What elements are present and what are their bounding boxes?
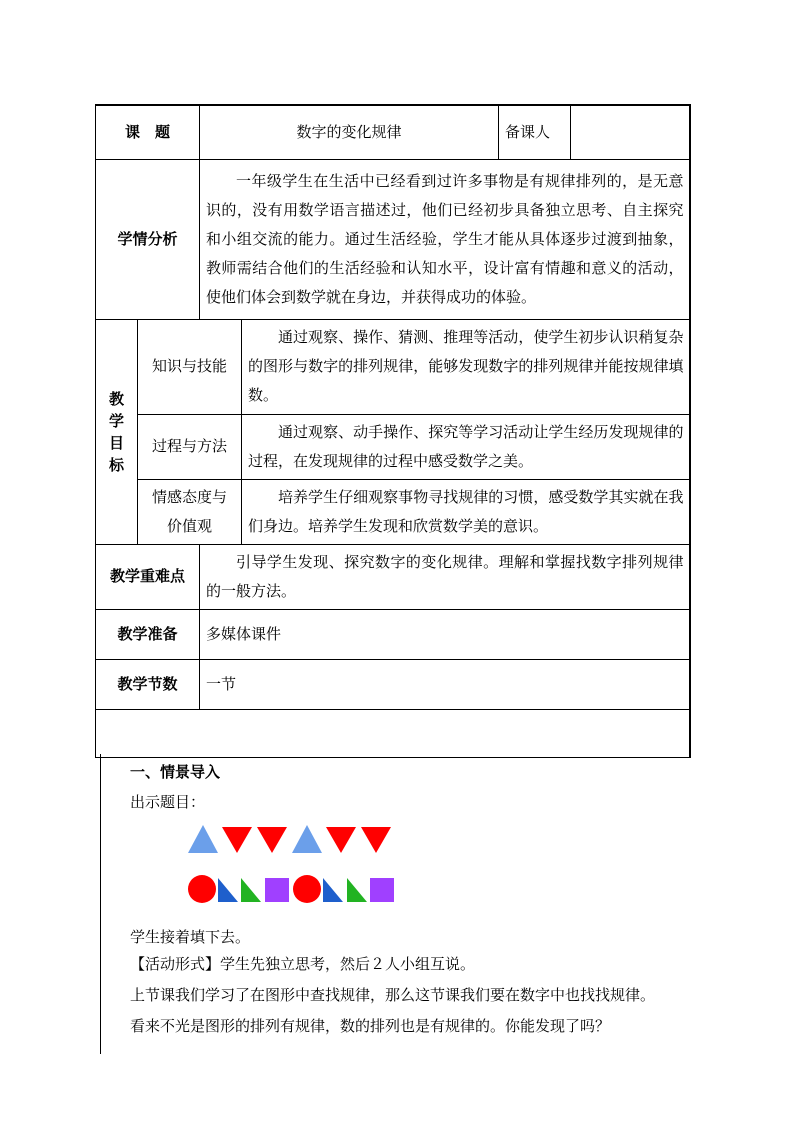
blue-right-triangle (218, 878, 238, 902)
continue-text: 学生接着填下去。 (130, 928, 251, 946)
key-label: 教学重难点 (96, 544, 200, 609)
green-right-triangle (347, 878, 367, 902)
lesson-plan-table (95, 104, 691, 758)
section1-title: 一、情景导入 (130, 763, 221, 781)
red-triangle-down (326, 827, 356, 853)
periods-text: 一节 (200, 659, 690, 709)
prep-text: 多媒体课件 (200, 609, 690, 659)
activity-text: 学生先独立思考，然后２人小组互说。 (220, 955, 476, 973)
periods-label: 教学节数 (96, 659, 200, 709)
red-circle (188, 875, 216, 903)
goal-attitude-label: 情感态度与 价值观 (138, 479, 242, 544)
activity-line (130, 954, 475, 974)
purple-square (265, 878, 289, 902)
red-triangle-down (361, 827, 391, 853)
goal-process-text: 通过观察、动手操作、探究等学习活动让学生经历发现规律的过程，在发现规律的过程中感受数学之美。 (242, 414, 690, 479)
preparer-label: 备课人 (499, 105, 571, 159)
blank-row (96, 709, 690, 757)
paragraph-2: 看来不光是图形的排列有规律，数的排列也是有规律的。你能发现了吗？ (130, 1017, 611, 1035)
preparer-value (571, 105, 690, 159)
show-title: 出示题目： (130, 793, 206, 811)
prep-label: 教学准备 (96, 609, 200, 659)
goal-knowledge-label: 知识与技能 (138, 319, 242, 414)
goal-attitude-text: 培养学生仔细观察事物寻找规律的习惯，感受数学其实就在我们身边。培养学生发现和欣赏数学美的意识。 (242, 479, 690, 544)
triangle-pattern-row (185, 822, 395, 856)
green-right-triangle (241, 878, 261, 902)
mixed-shape-pattern-row (185, 872, 395, 906)
topic-value: 数字的变化规律 (200, 105, 499, 159)
red-circle (293, 875, 321, 903)
goal-process-label: 过程与方法 (138, 414, 242, 479)
topic-label: 课 题 (96, 105, 200, 159)
blue-right-triangle (323, 878, 343, 902)
analysis-label: 学情分析 (96, 159, 200, 319)
paragraph-1: 上节课我们学习了在图形中查找规律，那么这节课我们要在数字中也找找规律。 (130, 986, 656, 1004)
analysis-text: 一年级学生在生活中已经看到过许多事物是有规律排列的，是无意识的，没有用数学语言描述过，他们已经初步具备独立思考、自主探究和小组交流的能力。通过生活经验，学生才能从具体逐步过渡到抽象，教师需结合他们的生活经验和认知水平，设计富有情趣和意义的活动，使他们体会到数学就在身边，并获得成功的体验。 (200, 159, 690, 319)
blue-triangle-up (188, 825, 218, 853)
goal-knowledge-text: 通过观察、操作、猜测、推理等活动，使学生初步认识稍复杂的图形与数字的排列规律，能够发现数字的排列规律并能按规律填数。 (242, 319, 690, 414)
red-triangle-down (257, 827, 287, 853)
blue-triangle-up (292, 825, 322, 853)
key-text: 引导学生发现、探究数字的变化规律。理解和掌握找数字排列规律的一般方法。 (200, 544, 690, 609)
activity-tag: 【活动形式】 (130, 955, 221, 973)
red-triangle-down (222, 827, 252, 853)
purple-square (370, 878, 394, 902)
goals-label: 教 学 目 标 (96, 319, 138, 544)
